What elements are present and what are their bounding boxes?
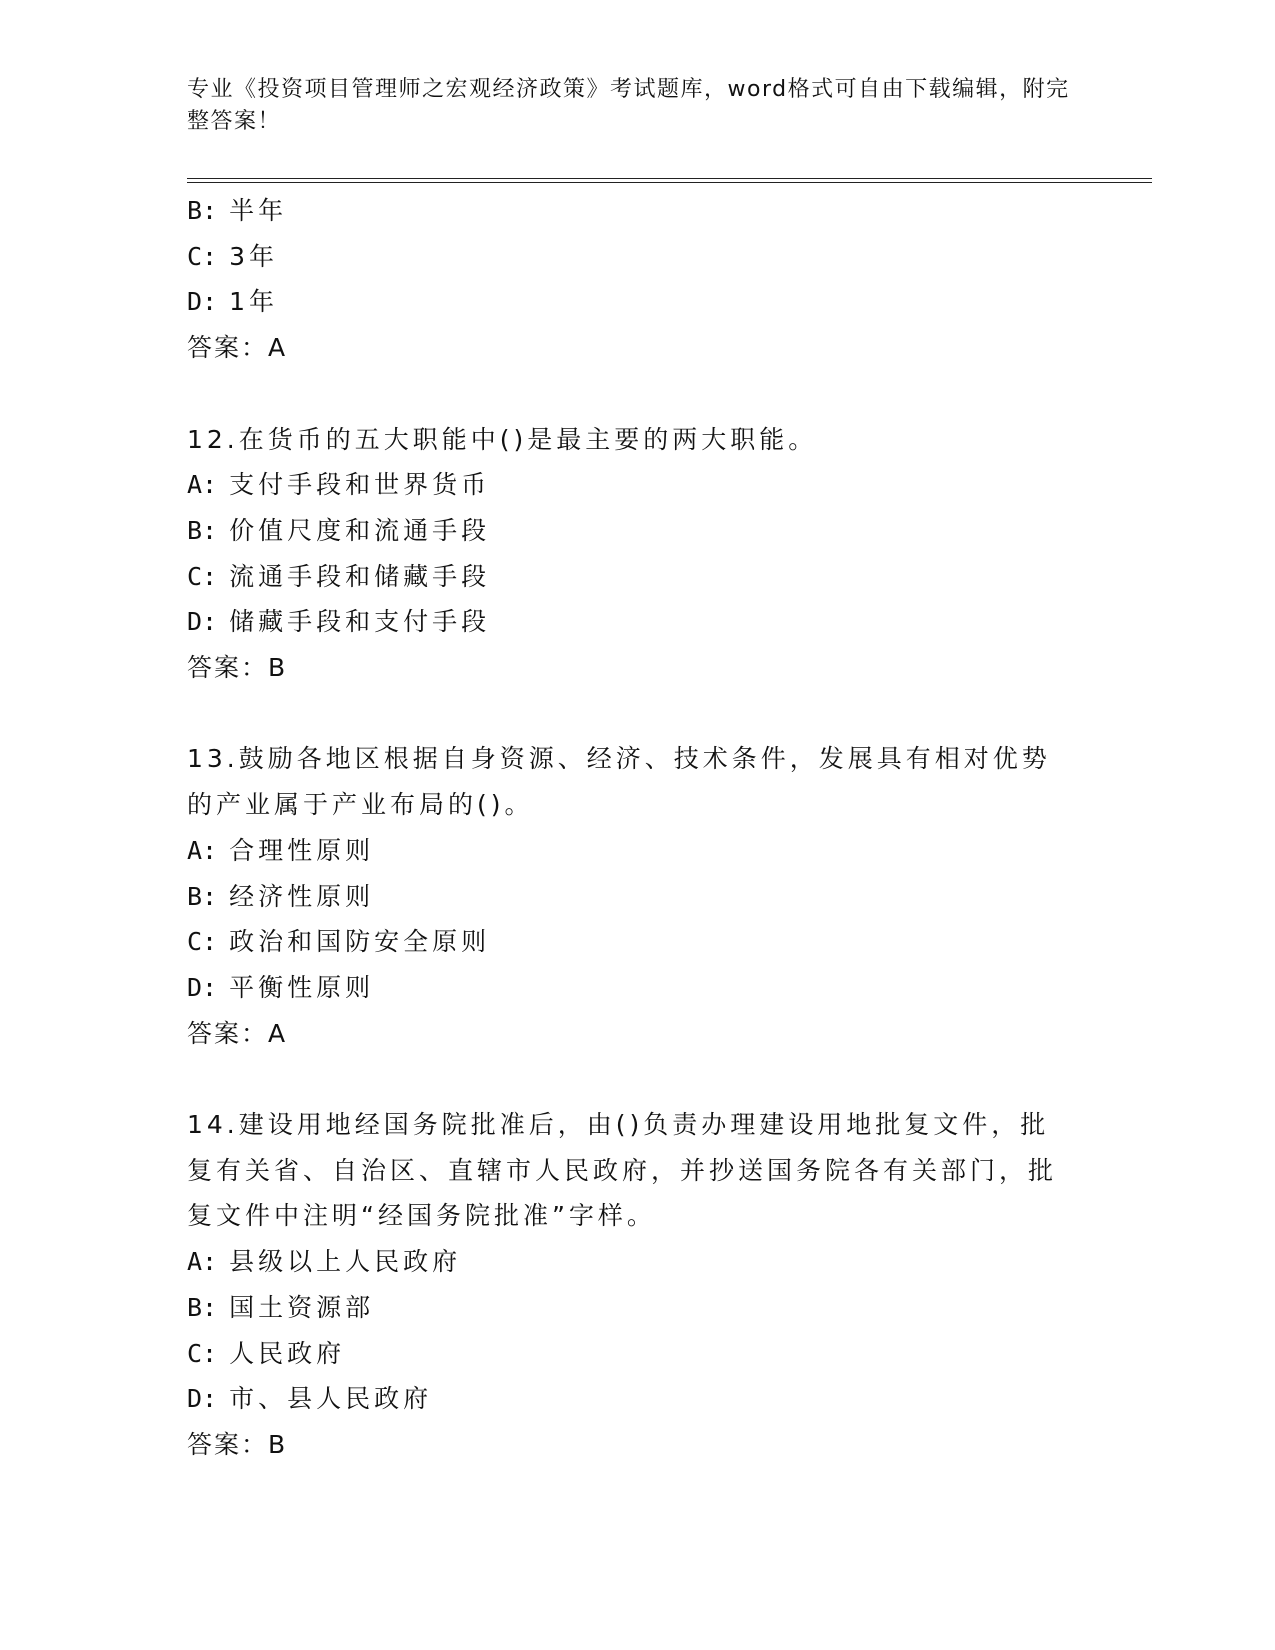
option-letter: C: xyxy=(187,241,218,271)
answer-line: 答案：A xyxy=(187,333,288,363)
option-letter: D: xyxy=(187,1384,218,1414)
option-d xyxy=(187,599,1087,645)
option-d xyxy=(187,279,1087,325)
header-double-rule xyxy=(187,178,1152,183)
question-11-tail xyxy=(187,188,1087,371)
option-c xyxy=(187,234,1087,280)
answer-line: 答案：A xyxy=(187,1018,288,1048)
option-letter: B: xyxy=(187,196,218,225)
option-b xyxy=(187,188,1087,234)
option-letter: B: xyxy=(187,881,218,911)
option-c xyxy=(187,1331,1087,1377)
spacer xyxy=(187,371,1087,417)
option-b xyxy=(187,1285,1087,1331)
document-header-intro: 专业《投资项目管理师之宏观经济政策》考试题库，word格式可自由下载编辑，附完整答案！ xyxy=(187,77,1070,134)
option-text: 合理性原则 xyxy=(229,835,375,865)
option-text: 市、县人民政府 xyxy=(229,1384,433,1414)
answer-line: 答案：B xyxy=(187,653,288,683)
option-letter: A: xyxy=(187,835,218,865)
option-d xyxy=(187,965,1087,1011)
option-text: 人民政府 xyxy=(229,1338,346,1368)
option-letter: D: xyxy=(187,607,218,637)
option-letter: C: xyxy=(187,927,218,957)
option-text: 支付手段和世界货币 xyxy=(229,470,491,500)
option-a xyxy=(187,462,1087,508)
spacer xyxy=(187,1056,1087,1102)
option-letter: B: xyxy=(187,1292,218,1322)
option-letter: A: xyxy=(187,470,218,500)
option-text: 价值尺度和流通手段 xyxy=(229,515,491,545)
question-13 xyxy=(187,736,1087,1056)
option-text: 流通手段和储藏手段 xyxy=(229,561,491,591)
question-list xyxy=(187,188,1087,1468)
question-stem: 12.在货币的五大职能中()是最主要的两大职能。 xyxy=(187,424,818,454)
option-b xyxy=(187,508,1087,554)
option-letter: B: xyxy=(187,515,218,545)
spacer xyxy=(187,691,1087,737)
option-letter: A: xyxy=(187,1247,218,1277)
option-text: 县级以上人民政府 xyxy=(229,1247,462,1277)
question-stem: 13.鼓励各地区根据自身资源、经济、技术条件，发展具有相对优势的产业属于产业布局的()。 xyxy=(187,744,1051,820)
option-text: 储藏手段和支付手段 xyxy=(229,607,491,637)
question-12 xyxy=(187,417,1087,691)
option-d xyxy=(187,1376,1087,1422)
option-letter: D: xyxy=(187,287,218,317)
option-text: 经济性原则 xyxy=(229,881,375,911)
option-letter: C: xyxy=(187,561,218,591)
option-letter: D: xyxy=(187,972,218,1002)
option-text: 半年 xyxy=(229,196,288,225)
option-text: 平衡性原则 xyxy=(229,972,375,1002)
option-text: 国土资源部 xyxy=(229,1292,375,1322)
answer-line: 答案：B xyxy=(187,1429,288,1459)
option-a xyxy=(187,828,1087,874)
option-c xyxy=(187,554,1087,600)
option-a xyxy=(187,1239,1087,1285)
option-text: 1年 xyxy=(229,287,278,317)
question-stem: 14.建设用地经国务院批准后，由()负责办理建设用地批复文件，批复有关省、自治区、直辖市人民政府，并抄送国务院各有关部门，批复文件中注明“经国务院批准”字样。 xyxy=(187,1110,1058,1231)
option-c xyxy=(187,919,1087,965)
option-text: 政治和国防安全原则 xyxy=(229,927,491,957)
question-14 xyxy=(187,1102,1087,1468)
option-b xyxy=(187,874,1087,920)
option-text: 3年 xyxy=(229,241,278,271)
option-letter: C: xyxy=(187,1338,218,1368)
